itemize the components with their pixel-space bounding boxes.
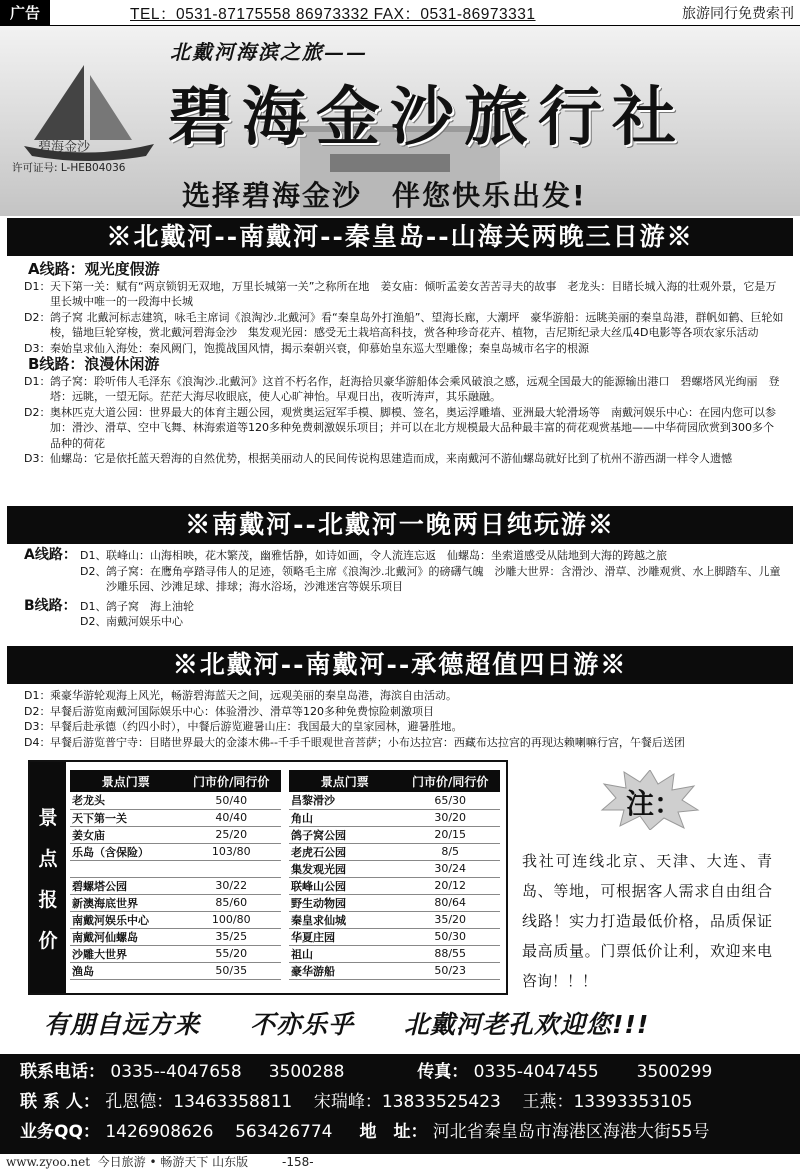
price-cell: 80/64 [400,894,500,911]
hero-slogan: 选择碧海金沙 伴您快乐出发! [182,179,587,212]
tel-fax-line: TEL：0531-87175558 86973332 FAX：0531-86973331 [130,5,536,23]
tour2-routeA [24,548,784,595]
day-text: 秦始皇求仙入海处：秦风阙门，饱揽战国风情，揭示秦朝兴衰，仰慕始皇东巡大型雕像；秦皇岛城市名字的根源 [50,341,589,355]
fax-number: 3500299 [636,1062,713,1082]
day-text: 仙螺岛：它是依托蓝天碧海的自然优势，根据美丽动人的民间传说构思建造而成，来南戴河不游仙螺岛就好比到了杭州不游西湖一样令人遗憾 [50,452,732,465]
fax-number: 0335-4047455 [473,1062,599,1082]
day-label: D2： [24,704,51,718]
side-label-char: 报 [38,888,58,911]
tour1-title-band: ※北戴河--南戴河--秦皇岛--山海关两晚三日游※ [7,218,793,256]
itinerary-day-row [24,279,784,310]
agency-name: 碧海金沙旅行社 [168,80,686,155]
address: 河北省秦皇岛市海港区海港大街55号 [432,1122,710,1142]
itinerary-day-row [24,341,784,357]
person-label: 联 系 人： [20,1092,100,1112]
note-box [520,770,780,1000]
day-label: D3： [24,720,51,733]
price-cell: 20/12 [400,877,500,894]
fax-label: 传真： [417,1062,469,1082]
day-label: D1、 [80,599,107,613]
price-cell: 88/55 [400,945,500,962]
tour2-routeA-title: A线路： [24,547,77,563]
note-title: 注： [626,787,683,820]
itinerary-day-row [80,614,784,630]
cell-gap [281,792,289,809]
cell-gap [281,962,289,979]
table-row [70,894,500,911]
price-cell: 25/20 [181,826,281,843]
price-table [70,770,500,980]
attraction-cell: 渔岛 [70,962,181,979]
address-label: 地 址： [359,1122,428,1142]
attraction-cell: 乐岛（含保险） [70,843,181,860]
phone-label: 联系电话： [20,1062,105,1082]
day-text: 南戴河娱乐中心 [106,615,183,628]
cell-gap [281,877,289,894]
contact-phone-row [20,1058,712,1086]
day-label: D3： [24,341,51,355]
itinerary-day-row [24,310,784,341]
table-row [70,809,500,826]
itinerary-day-row [80,564,784,595]
attraction-cell: 南戴河娱乐中心 [70,911,181,928]
day-label: D4： [24,735,51,749]
attraction-cell: 豪华游船 [289,962,400,979]
attraction-cell: 集发观光园 [289,860,400,877]
phone-number: 3500288 [268,1062,345,1082]
price-cell: 50/23 [400,962,500,979]
attraction-cell: 联峰山公园 [289,877,400,894]
cell-gap [281,826,289,843]
day-label: D1： [24,279,51,293]
tour3-day-list [24,688,784,750]
cell-gap [281,945,289,962]
price-table-header [70,770,500,792]
itinerary-day-row [24,374,784,405]
welcome-slogan [44,1005,764,1041]
qq-number: 563426774 [235,1122,333,1142]
day-label: D2、 [80,564,107,578]
table-row [70,928,500,945]
contact-qq-row [20,1118,710,1146]
attraction-cell: 祖山 [289,945,400,962]
day-label: D1： [24,374,51,388]
table-row [70,877,500,894]
hero-subtitle: 北戴河海滨之旅—— [170,40,368,64]
qq-label: 业务QQ： [20,1122,100,1142]
price-cell: 85/60 [181,894,281,911]
attraction-cell: 姜女庙 [70,826,181,843]
price-cell: 20/15 [400,826,500,843]
attraction-cell: 天下第一关 [70,809,181,826]
day-text: 早餐后赴承德（约四小时），中餐后游览避暑山庄：我国最大的皇家园林，避暑胜地。 [50,720,463,733]
tour1-routeA-title: A线路：观光度假游 [28,260,160,278]
day-text: 天下第一关：赋有“两京锁钥无双地，万里长城第一关”之称所在地 姜女庙：倾听孟姜女苦苦寻夫的故事 老龙头：目睹长城入海的壮观外景，它是万里长城中唯一的一段海中长城 [50,279,777,308]
header-gap [281,770,289,792]
tour1-section [24,261,784,467]
ad-tag: 广告 [0,0,50,26]
table-row [70,911,500,928]
header-cell: 景点门票 [289,770,400,792]
itinerary-day-row [80,599,784,615]
cell-gap [281,911,289,928]
header-cell: 门市价/同行价 [181,770,281,792]
top-bar [0,0,800,26]
price-cell: 30/24 [400,860,500,877]
day-text: 联峰山：山海相映，花木繁茂，幽雅恬静，如诗如画，令人流连忘返 仙螺岛：坐索道感受从陆地到大海的跨越之旅 [106,549,667,562]
attraction-cell: 碧螺塔公园 [70,877,181,894]
price-cell: 40/40 [181,809,281,826]
attraction-cell: 沙雕大世界 [70,945,181,962]
price-cell: 8/5 [400,843,500,860]
day-text: 早餐后游览普宁寺：目睹世界最大的金漆木佛--千手千眼观世音菩萨；小布达拉宫：西藏布达拉宫的再现达赖喇嘛行宫，午餐后送团 [50,735,685,749]
contact-band [0,1054,800,1154]
hero-banner [0,26,800,216]
tour2-section [24,548,784,630]
day-text: 鸽子窝：聆听伟人毛泽东《浪淘沙.北戴河》这首不朽名作，赶海拾贝豪华游船体会乘风破浪之感，远观全国最大的能源输出港口 碧螺塔风光绚丽 登塔：远眺，一望无际。茫茫大海尽收眼底，使人心旷神怡。早观日出，夜听涛声，其乐融融。 [50,374,780,403]
table-row [70,843,500,860]
side-label-char: 景 [38,806,58,829]
table-row [70,860,500,877]
side-label-char: 点 [38,847,58,870]
attraction-cell: 新澳海底世界 [70,894,181,911]
day-text: 鸽子窝：在鹰角亭踏寻伟人的足迹，领略毛主席《浪淘沙.北戴河》的磅礴气魄 沙雕大世界：含滑沙、滑草、沙雕观赏、水上脚踏车、儿童沙雕乐园、沙滩足球、排球；海水浴场，沙滩迷宫等娱乐项目 [106,564,781,593]
note-text: 我社可连线北京、天津、大连、青岛、等地，可根据客人需求自由组合线路！实力打造最低价格，品质保证最高质量。门票低价让利，欢迎来电咨询！！！ [522,852,772,990]
attraction-cell: 老虎石公园 [289,843,400,860]
itinerary-day-row [24,405,784,452]
attraction-cell: 角山 [289,809,400,826]
license-number: 许可证号: L-HEB04036 [12,162,126,174]
price-cell: 103/80 [181,843,281,860]
price-cell: 50/30 [400,928,500,945]
tour1-routeB-list [24,374,784,467]
itinerary-day-row [24,688,784,704]
attraction-cell: 南戴河仙螺岛 [70,928,181,945]
table-row [70,826,500,843]
contact-person-row [20,1088,692,1116]
page-footer [0,1154,800,1171]
itinerary-day-row [80,548,784,564]
phone-number: 0335--4047658 [110,1062,242,1082]
side-label-char: 价 [38,929,58,952]
price-cell: 100/80 [181,911,281,928]
day-text: 鸽子窝 海上油轮 [106,599,194,613]
day-text: 奥林匹克大道公园：世界最大的体育主题公园，观赏奥运冠军手模、脚模、签名，奥运浮雕墙、亚洲最大轮滑场等 南戴河娱乐中心：在园内您可以参加：滑沙、滑草、空中飞舞、林海索道等120多种免费刺激娱乐项目；并可以在北方规模最大品种最丰富的荷花观赏基地——中华荷园欣赏到300多个品种的荷花 [50,405,776,450]
attraction-cell: 华夏庄园 [289,928,400,945]
price-side-label [30,762,66,993]
price-cell: 55/20 [181,945,281,962]
attraction-cell: 野生动物园 [289,894,400,911]
welcome-part: 不亦乐乎 [250,1010,355,1039]
contact-person: 宋瑞峰：13833525423 [313,1092,501,1112]
page-number: -158- [282,1155,314,1169]
tour2-routeB [24,599,784,630]
free-catalog-text: 旅游同行免费索刊 [682,5,794,22]
itinerary-day-row [24,451,784,467]
footer-url: www.zyoo.net [6,1155,91,1169]
day-text: 鸽子窝 北戴河标志建筑，咏毛主席词《浪淘沙.北戴河》看“秦皇岛外打渔船”、望海长廊，大潮坪 豪华游船：远眺美丽的秦皇岛港，群帆如鹤、巨轮如梭，锚地巨轮穿梭，赏北戴河碧海金沙 集发观光园：感受无土栽培高科技，赏各种珍奇花卉、植物，吉尼斯纪录大丝瓜4D电影等各项农家乐活动 [50,310,784,339]
day-label: D1： [24,689,51,702]
table-row [70,945,500,962]
day-text: 早餐后游览南戴河国际娱乐中心：体验滑沙、滑草等120多种免费惊险刺激项目 [50,704,434,718]
tour2-routeB-title: B线路： [24,597,77,614]
itinerary-day-row [24,735,784,751]
price-cell: 35/25 [181,928,281,945]
header-cell: 景点门票 [70,770,181,792]
cell-gap [281,860,289,877]
day-label: D1、 [80,549,107,562]
contact-person: 王燕：13393353105 [522,1092,693,1112]
price-table-body [70,792,500,979]
price-cell: 30/22 [181,877,281,894]
day-label: D2： [24,405,51,419]
cell-gap [281,809,289,826]
qq-number: 1426908626 [105,1122,214,1142]
price-cell: 65/30 [400,792,500,809]
itinerary-day-row [24,719,784,735]
day-label: D3： [24,452,51,465]
price-cell: 30/20 [400,809,500,826]
cell-gap [281,928,289,945]
attraction-cell: 秦皇求仙城 [289,911,400,928]
tour2-routeB-list [80,599,784,630]
tour1-routeB-title: B线路：浪漫休闲游 [28,355,160,373]
cell-gap [281,843,289,860]
day-label: D2、 [80,615,107,628]
welcome-part: 有朋自远方来 [44,1010,201,1039]
price-cell: 35/20 [400,911,500,928]
cell-gap [281,894,289,911]
day-label: D2： [24,310,51,324]
logo-text: 碧海金沙 [38,140,91,155]
price-table-box [28,760,508,995]
tour2-title-band: ※南戴河--北戴河一晚两日纯玩游※ [7,506,793,544]
attraction-cell: 鸽子窝公园 [289,826,400,843]
attraction-cell: 昌黎滑沙 [289,792,400,809]
table-row [70,792,500,809]
contact-person: 孔恩德：13463358811 [105,1092,293,1112]
attraction-cell: 老龙头 [70,792,181,809]
price-cell: 50/35 [181,962,281,979]
tour1-routeA-list [24,279,784,357]
footer-text: 今日旅游 • 畅游天下 山东版 [97,1155,249,1169]
itinerary-day-row [24,704,784,720]
table-row [70,962,500,979]
tour2-routeA-list [80,548,784,595]
price-cell [181,860,281,877]
header-cell: 门市价/同行价 [400,770,500,792]
welcome-part: 北戴河老孔欢迎您!!! [404,1010,650,1039]
tour3-title-band: ※北戴河--南戴河--承德超值四日游※ [7,646,793,684]
attraction-cell [70,860,181,877]
price-cell: 50/40 [181,792,281,809]
day-text: 乘豪华游轮观海上风光，畅游碧海蓝天之间，远观美丽的秦皇岛港，海滨自由活动。 [50,689,457,702]
